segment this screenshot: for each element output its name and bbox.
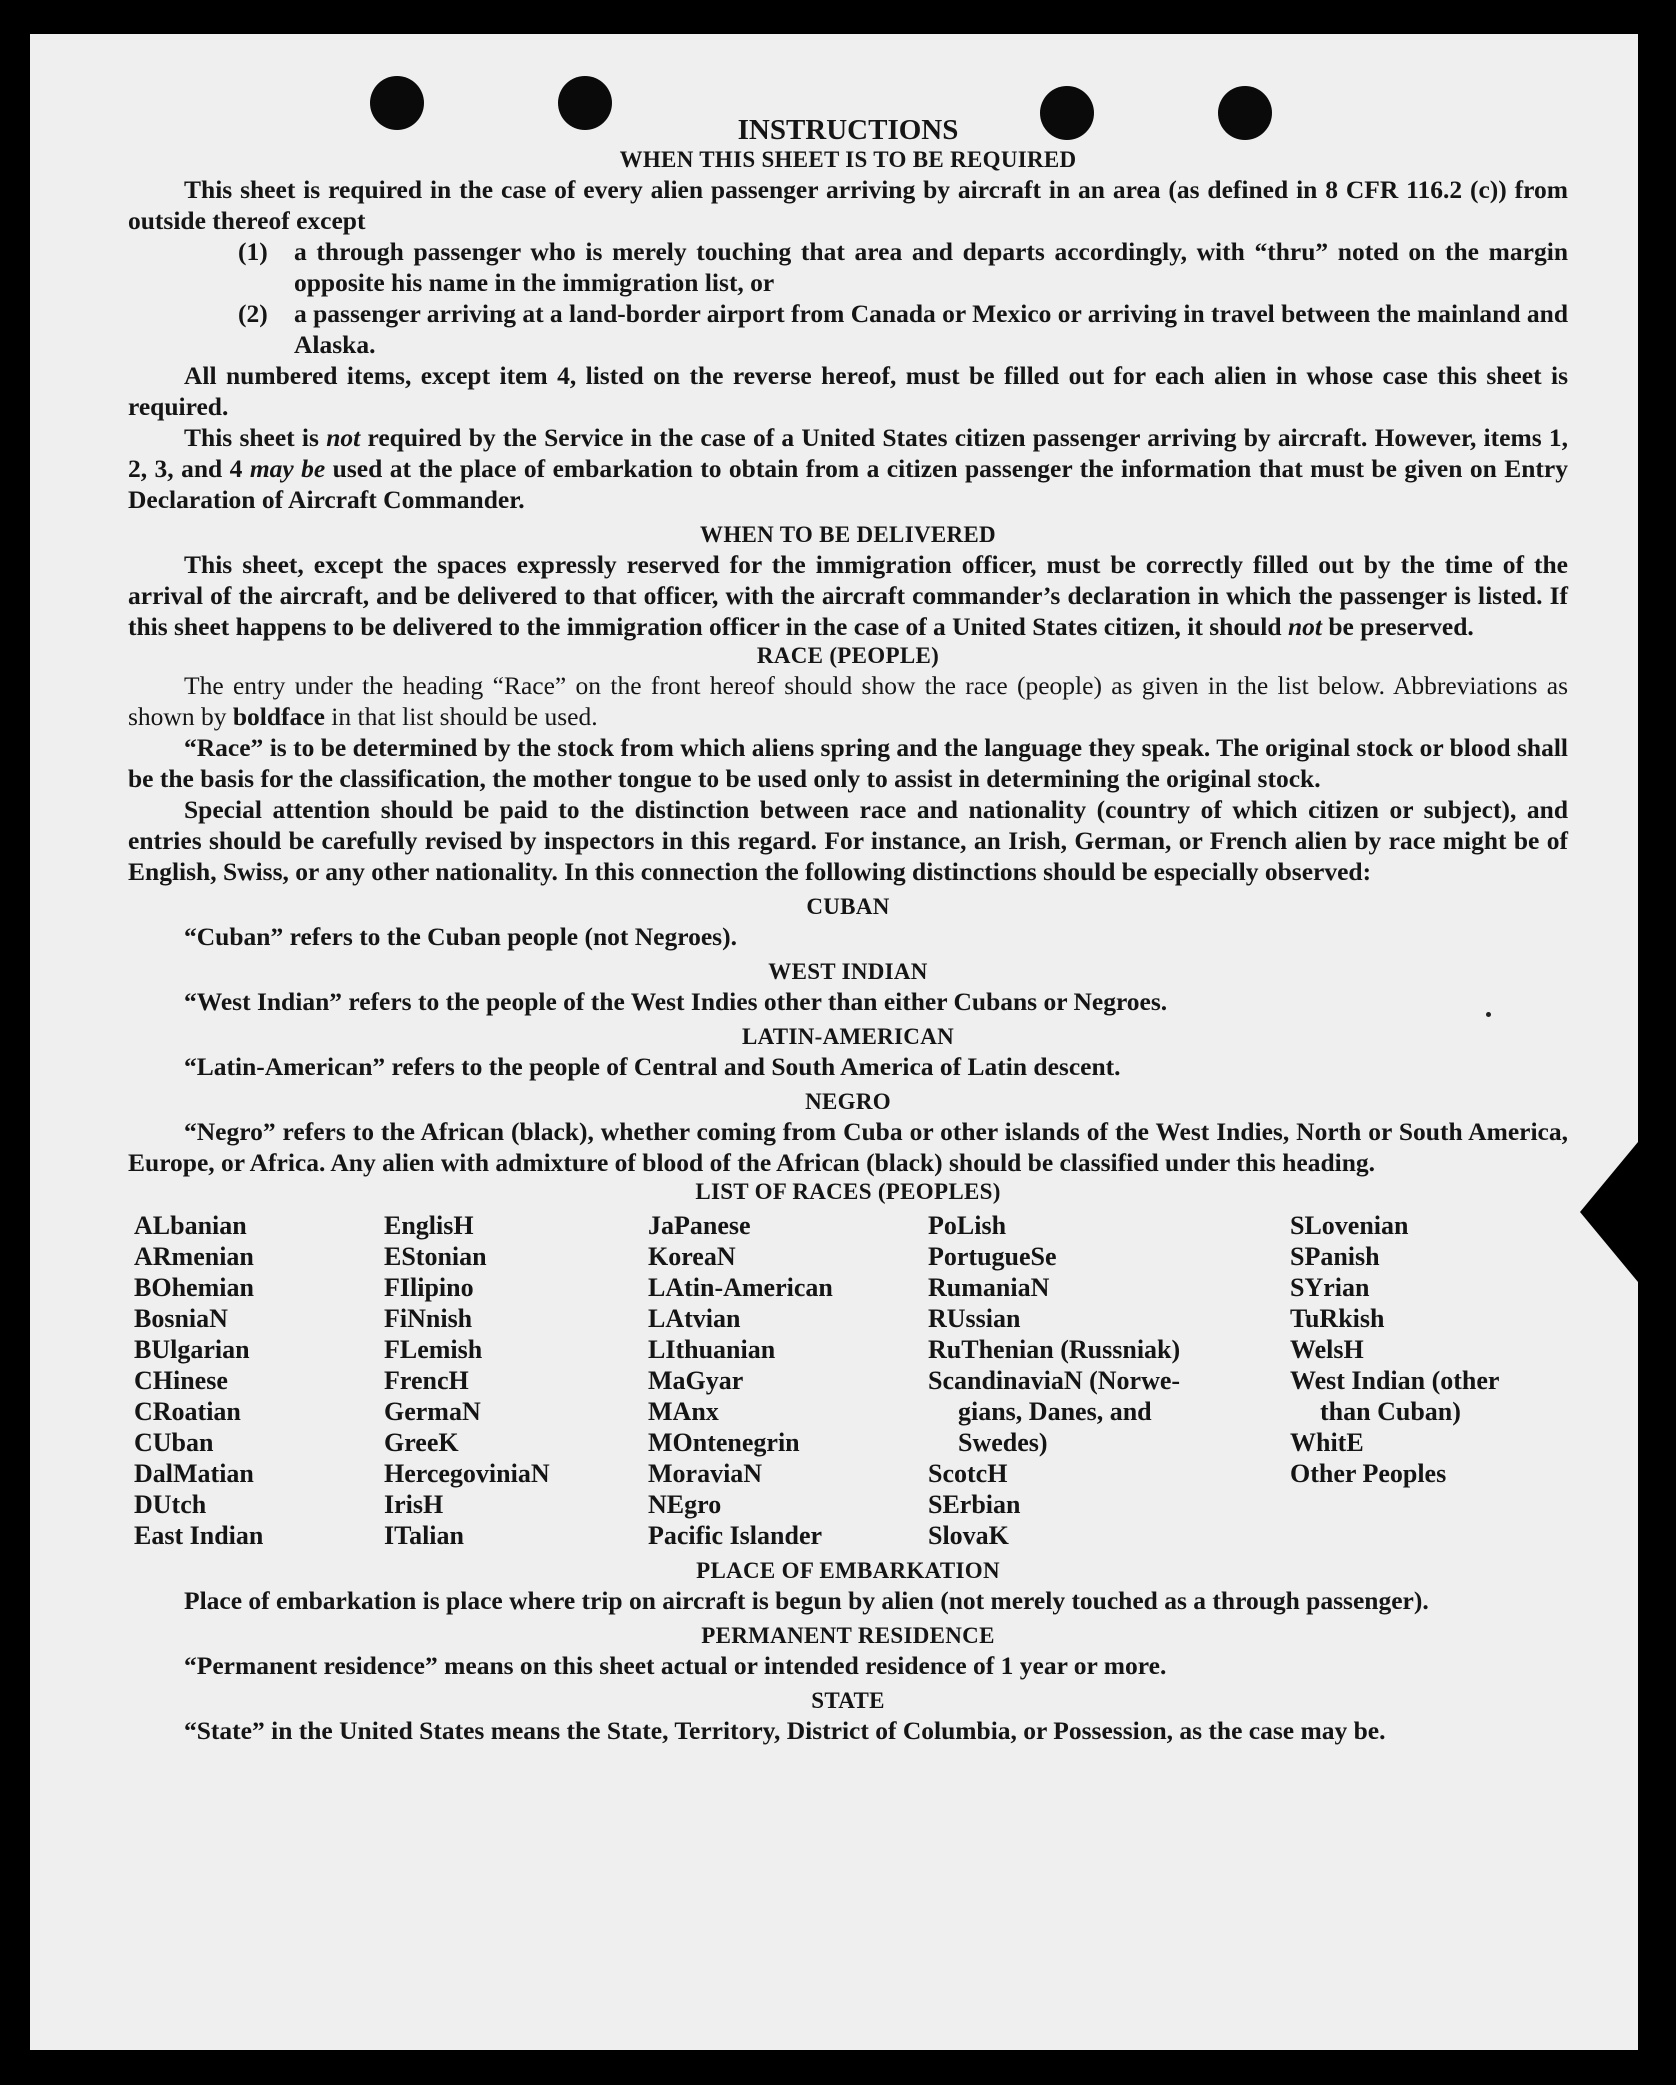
race-entry: CUban	[134, 1428, 214, 1457]
race-entry: MAnx	[648, 1397, 719, 1426]
race-entry: PortugueSe	[928, 1242, 1057, 1271]
race-entry: RumaniaN	[928, 1273, 1050, 1302]
race-entry: BUlgarian	[134, 1335, 250, 1364]
list-item	[238, 298, 1568, 360]
paragraph: This sheet, except the spaces expressly reserved for the immigration officer, must be correctly filled out by the time of the arrival of the aircraft, and be delivered to that officer, with the aircraft commander’s declaration in which the passenger is listed. If this sheet happens to be delivered to the immigration officer in the case of a United States citizen, it should not be preserved.	[128, 550, 1568, 641]
section-heading: CUBAN	[806, 894, 890, 919]
race-entry: GermaN	[384, 1397, 481, 1426]
race-entry: DUtch	[134, 1490, 207, 1519]
race-entry: MoraviaN	[648, 1459, 763, 1488]
race-entry: CHinese	[134, 1366, 228, 1395]
item-text: a through passenger who is merely touching that area and departs accordingly, with “thru” noted on the margin opposite his name in the immigration list, or	[294, 237, 1568, 297]
paragraph: Special attention should be paid to the distinction between race and nationality (country of which citizen or subject), and entries should be carefully revised by inspectors in this regard. For instance, an Irish, German, or French alien by race might be of English, Swiss, or any other nationality. In this connection the following distinctions should be especially observed:	[128, 795, 1568, 886]
paragraph: “Race” is to be determined by the stock from which aliens spring and the language they speak. The original stock or blood shall be the basis for the classification, the mother tongue to be used only to assist in determining the original stock.	[128, 733, 1568, 793]
race-entry: EnglisH	[384, 1211, 474, 1240]
list-item	[238, 236, 1568, 298]
paragraph: This sheet is not required by the Service in the case of a United States citizen passenger arriving by aircraft. However, items 1, 2, 3, and 4 may be used at the place of embarkation to obtain from a citizen passenger the information that must be given on Entry Declaration of Aircraft Commander.	[128, 423, 1568, 514]
race-entry: ScotcH	[928, 1459, 1008, 1488]
race-entry: SLovenian	[1290, 1211, 1409, 1240]
race-entry: CRoatian	[134, 1397, 241, 1426]
item-text: a passenger arriving at a land-border airport from Canada or Mexico or arriving in travel between the mainland and Alaska.	[294, 299, 1569, 359]
race-entry: BosniaN	[134, 1304, 228, 1333]
race-entry: LAtin-American	[648, 1273, 833, 1302]
race-entry: LAtvian	[648, 1304, 741, 1333]
paragraph: The entry under the heading “Race” on the front hereof should show the race (people) as given in the list below. Abbreviations as shown by boldface in that list should be used.	[128, 671, 1568, 731]
race-entry: RuThenian (Russniak)	[928, 1335, 1181, 1364]
paragraph: “Latin-American” refers to the people of Central and South America of Latin descent.	[184, 1052, 1121, 1081]
race-entry: Pacific Islander	[648, 1521, 823, 1550]
section-heading: PLACE OF EMBARKATION	[696, 1558, 1000, 1583]
race-entry: EStonian	[384, 1242, 487, 1271]
race-entry: gians, Danes, and	[958, 1397, 1152, 1426]
section-heading: WHEN TO BE DELIVERED	[700, 522, 996, 547]
section-heading: WHEN THIS SHEET IS TO BE REQUIRED	[619, 147, 1077, 172]
race-column	[134, 1210, 384, 1551]
paragraph: Place of embarkation is place where trip on aircraft is begun by alien (not merely touched as a through passenger).	[184, 1586, 1429, 1615]
paragraph: “Cuban” refers to the Cuban people (not Negroes).	[184, 922, 737, 951]
race-entry: ALbanian	[134, 1211, 247, 1240]
race-entry: LIthuanian	[648, 1335, 776, 1364]
race-entry: RUssian	[928, 1304, 1021, 1333]
paragraph: All numbered items, except item 4, listed on the reverse hereof, must be filled out for each alien in whose case this sheet is required.	[128, 361, 1568, 421]
race-entry: TuRkish	[1290, 1304, 1385, 1333]
race-entry: than Cuban)	[1320, 1397, 1461, 1426]
race-entry: JaPanese	[648, 1211, 751, 1240]
race-entry: GreeK	[384, 1428, 459, 1457]
race-entry: SErbian	[928, 1490, 1021, 1519]
race-entry: WelsH	[1290, 1335, 1364, 1364]
race-column	[384, 1210, 648, 1551]
race-entry: Swedes)	[958, 1428, 1048, 1457]
torn-edge	[1580, 1142, 1638, 1282]
paragraph: “Negro” refers to the African (black), whether coming from Cuba or other islands of the West Indies, North or South America, Europe, or Africa. Any alien with admixture of blood of the African (black) should be classified under this heading.	[128, 1117, 1568, 1177]
item-number: (1)	[238, 237, 268, 266]
race-entry: MaGyar	[648, 1366, 744, 1395]
section-heading: PERMANENT RESIDENCE	[701, 1623, 995, 1648]
race-entry: BOhemian	[134, 1273, 254, 1302]
section-heading: LIST OF RACES (PEOPLES)	[695, 1179, 1001, 1204]
race-entry: MOntenegrin	[648, 1428, 800, 1457]
paragraph: “Permanent residence” means on this sheet actual or intended residence of 1 year or more.	[184, 1651, 1167, 1680]
page-title: INSTRUCTIONS	[737, 114, 959, 146]
race-entry: IrisH	[384, 1490, 444, 1519]
race-entry: KoreaN	[648, 1242, 736, 1271]
race-entry: FLemish	[384, 1335, 483, 1364]
section-heading: RACE (PEOPLE)	[756, 643, 940, 668]
race-entry: SYrian	[1290, 1273, 1370, 1302]
race-entry: ARmenian	[134, 1242, 254, 1271]
section-heading: STATE	[811, 1688, 885, 1713]
race-entry: NEgro	[648, 1490, 722, 1519]
section-heading: WEST INDIAN	[768, 959, 928, 984]
race-column	[1290, 1210, 1550, 1551]
race-entry: DalMatian	[134, 1459, 254, 1488]
race-entry: East Indian	[134, 1521, 264, 1550]
race-entry: FIlipino	[384, 1273, 474, 1302]
race-entry: FrencH	[384, 1366, 469, 1395]
paragraph: “West Indian” refers to the people of the West Indies other than either Cubans or Negroes.	[184, 987, 1168, 1016]
race-entry: West Indian (other	[1290, 1366, 1500, 1395]
paragraph: “State” in the United States means the State, Territory, District of Columbia, or Possession, as the case may be.	[184, 1716, 1386, 1745]
race-column	[928, 1210, 1290, 1551]
section-heading: NEGRO	[805, 1089, 891, 1114]
race-entry: Other Peoples	[1290, 1459, 1447, 1488]
paragraph: This sheet is required in the case of every alien passenger arriving by aircraft in an area (as defined in 8 CFR 116.2 (c)) from outside thereof except	[128, 175, 1568, 235]
document-page	[30, 34, 1638, 2050]
race-entry: ITalian	[384, 1521, 464, 1550]
section-heading: LATIN-AMERICAN	[741, 1024, 955, 1049]
race-entry: HercegoviniaN	[384, 1459, 550, 1488]
race-entry: SPanish	[1290, 1242, 1380, 1271]
race-entry: PoLish	[928, 1211, 1007, 1240]
race-entry: ScandinaviaN (Norwe-	[928, 1366, 1181, 1395]
race-entry: FiNnish	[384, 1304, 473, 1333]
race-entry: WhitE	[1290, 1428, 1364, 1457]
instructions-text	[128, 114, 1568, 1746]
race-list	[134, 1210, 1568, 1551]
race-entry: SlovaK	[928, 1521, 1009, 1550]
race-column	[648, 1210, 928, 1551]
item-number: (2)	[238, 299, 268, 328]
